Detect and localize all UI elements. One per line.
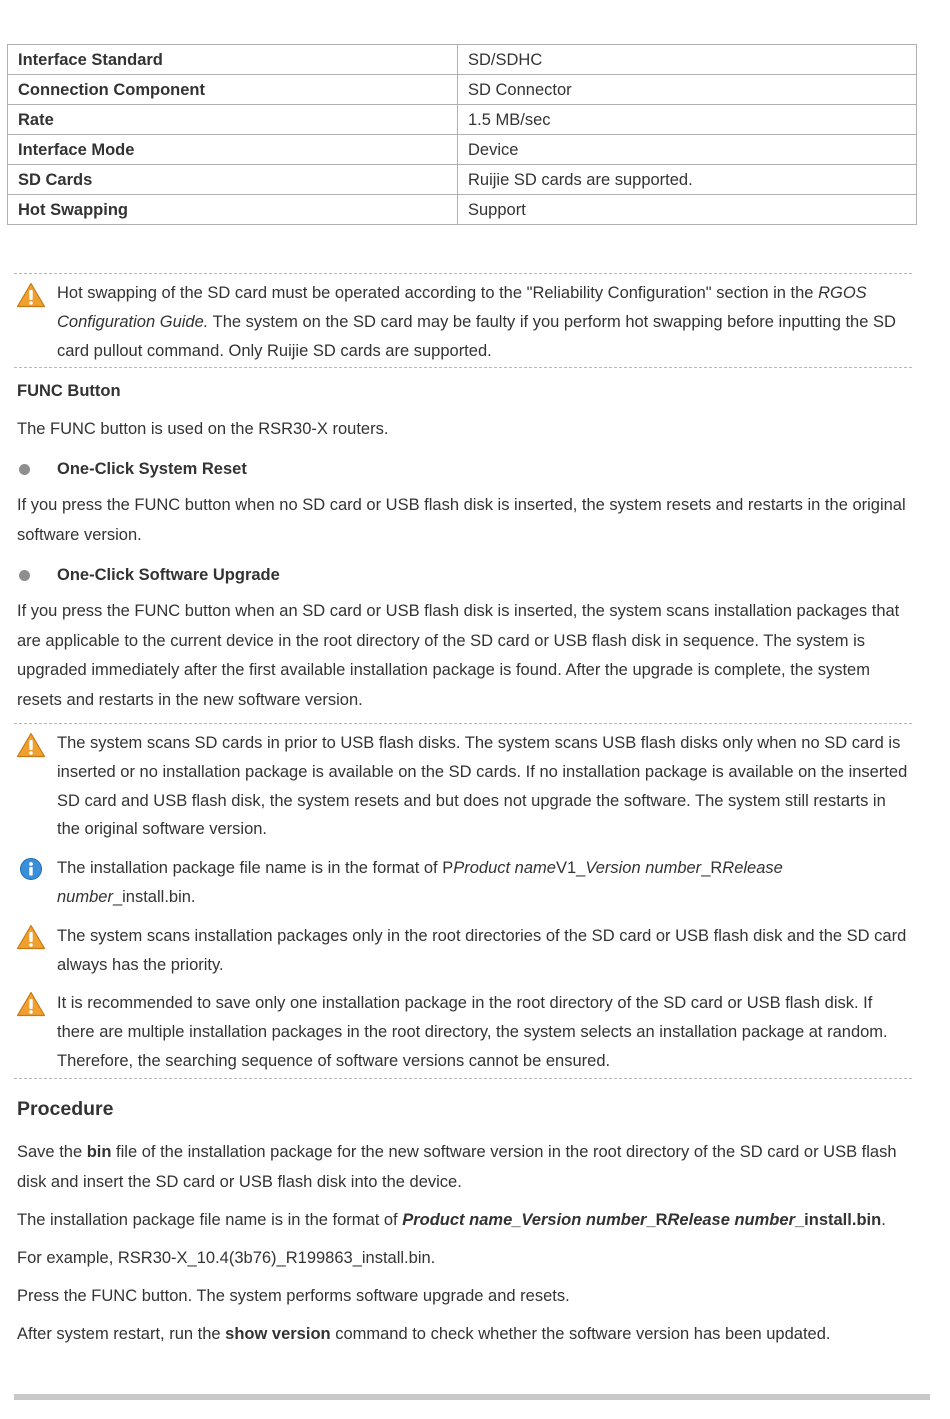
caution-row <box>14 274 912 367</box>
spec-key: Rate <box>8 105 458 135</box>
procedure-press-step: Press the FUNC button. The system performs software upgrade and resets. <box>17 1287 570 1305</box>
notes-upgrade <box>14 723 912 1079</box>
caution-text: It is recommended to save only one installation package in the root directory of the SD card or USB flash disk. If there are multiple installation packages in the root directory, the system selects an installation package at random. Therefore, the searching sequence of software versions cannot be ensured. <box>57 994 888 1070</box>
caution-text: The system on the SD card may be faulty if you perform hot swapping before inputting the SD card pullout command. Only Ruijie SD cards are supported. <box>57 312 896 360</box>
upgrade-paragraph: If you press the FUNC button when an SD card or USB flash disk is inserted, the system scans installation packages that are applicable to the current device in the root directory of the SD card or USB flash disk in sequence. The system is upgraded immediately after the first available installation package is found. After the upgrade is complete, the system resets and restarts in the new software version. <box>17 602 900 709</box>
info-text: The installation package file name is in the format of P <box>57 859 454 878</box>
info-text: V1_ <box>555 859 586 878</box>
caution-row <box>14 989 912 1077</box>
caution-text: Hot swapping of the SD card must be operated according to the "Reliability Configuration" section in the <box>57 284 819 302</box>
procedure-example: For example, RSR30-X_10.4(3b76)_R199863_install.bin. <box>17 1249 436 1267</box>
table-row <box>8 165 917 195</box>
info-text: Release number <box>57 859 783 906</box>
caution-icon <box>16 282 46 308</box>
spec-key: SD Cards <box>8 165 458 195</box>
spec-value: Ruijie SD cards are supported. <box>458 165 917 195</box>
caution-row <box>14 724 912 844</box>
note-divider <box>14 367 912 368</box>
step-text: file of the installation package for the new software version in the root directory of the SD card or USB flash disk and insert the SD card or USB flash disk into the device. <box>17 1143 897 1191</box>
table-row <box>8 75 917 105</box>
info-icon <box>16 856 46 882</box>
bullet-one-click-upgrade <box>17 565 917 585</box>
format-r: _R <box>646 1211 668 1229</box>
guide-title: RGOS Configuration Guide. <box>57 284 867 331</box>
caution-icon <box>16 732 46 758</box>
info-text: Product name <box>453 859 556 878</box>
procedure-verify-step <box>17 1320 917 1350</box>
spec-value: 1.5 MB/sec <box>458 105 917 135</box>
format-release: Release number <box>667 1211 795 1229</box>
caution-icon <box>16 991 46 1017</box>
caution-text: The system scans SD cards in prior to USB flash disks. The system scans USB flash disks only when no SD card is inserted or no installation package is available on the SD cards. If no installation package is available on the inserted SD card and USB flash disk, the system resets and but does not upgrade the software. The system still restarts in the original software version. <box>57 734 908 839</box>
spec-key: Interface Standard <box>8 45 458 75</box>
caution-text: The system scans installation packages only in the root directories of the SD card or USB flash disk and the SD card always has the priority. <box>57 926 907 974</box>
format-suffix: _install.bin <box>795 1211 882 1229</box>
step-text: After system restart, run the <box>17 1325 226 1343</box>
info-text: _install.bin. <box>112 887 196 906</box>
step-text-bold: bin <box>86 1143 112 1161</box>
procedure-format-note <box>17 1206 917 1236</box>
spec-key: Hot Swapping <box>8 195 458 225</box>
procedure-heading: Procedure <box>17 1098 114 1120</box>
caution-row <box>14 922 912 980</box>
table-row <box>8 195 917 225</box>
spec-key: Connection Component <box>8 75 458 105</box>
bullet-icon <box>19 570 30 581</box>
specification-table <box>7 44 917 225</box>
bullet-label: One-Click Software Upgrade <box>57 566 280 584</box>
bullet-icon <box>19 464 30 475</box>
bullet-label: One-Click System Reset <box>57 460 247 478</box>
spec-value: Device <box>458 135 917 165</box>
caution-note-hot-swap <box>14 273 912 368</box>
func-button-heading: FUNC Button <box>17 382 121 400</box>
step-text: Save the <box>17 1143 87 1161</box>
info-text: _R <box>701 859 723 878</box>
spec-value: SD/SDHC <box>458 45 917 75</box>
caution-icon <box>16 924 46 950</box>
procedure-save-step <box>17 1138 917 1197</box>
step-text: command to check whether the software version has been updated. <box>330 1325 831 1343</box>
info-row <box>14 854 912 912</box>
step-text: The installation package file name is in the format of <box>17 1211 403 1229</box>
table-row <box>8 105 917 135</box>
step-text: . <box>881 1211 886 1229</box>
spec-key: Interface Mode <box>8 135 458 165</box>
spec-value: SD Connector <box>458 75 917 105</box>
func-intro: The FUNC button is used on the RSR30-X routers. <box>17 420 389 438</box>
bullet-one-click-reset <box>17 459 917 479</box>
format-product-version: Product name_Version number <box>402 1211 647 1229</box>
command-name: show version <box>225 1325 331 1343</box>
reset-paragraph: If you press the FUNC button when no SD card or USB flash disk is inserted, the system resets and restarts in the original software version. <box>17 496 906 544</box>
info-text: Version number <box>585 859 702 878</box>
page-footer-rule <box>14 1394 930 1400</box>
table-row <box>8 135 917 165</box>
note-divider <box>14 1078 912 1079</box>
table-row <box>8 45 917 75</box>
spec-value: Support <box>458 195 917 225</box>
